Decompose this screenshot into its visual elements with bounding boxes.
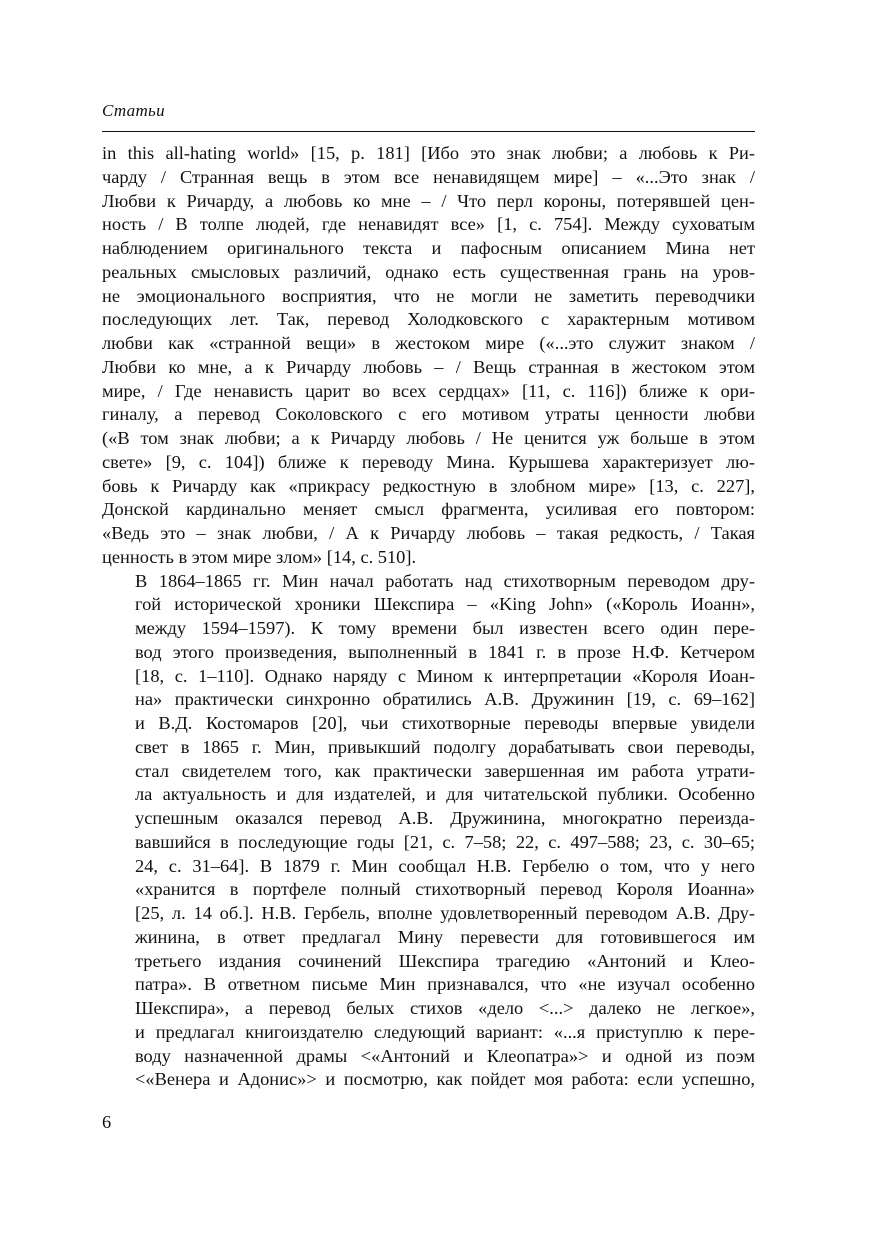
text-line: на» практически синхронно обратились А.В. Дружинин [19, с. 69–162]	[135, 689, 755, 710]
text-line: Шекспира», а перевод белых стихов «дело <...> далеко не легкое»,	[135, 998, 755, 1018]
text-line: между 1594–1597). К тому времени был известен всего один пере-	[135, 618, 755, 638]
running-head: Статьи	[102, 101, 165, 120]
text-line: патра». В ответном письме Мин признавался, что «не изучал особенно	[135, 974, 755, 995]
text-line: in this all-hating world» [15, p. 181] [Ибо это знак любви; а любовь к Ри-	[102, 143, 755, 163]
text-line: бовь к Ричарду как «прикрасу редкостную в злобном мире» [13, с. 227],	[102, 475, 755, 496]
text-line: гиналу, а перевод Соколовского с его мотивом утраты ценности любви	[102, 404, 755, 425]
header-rule	[102, 131, 755, 132]
text-line: Донской кардинально меняет смысл фрагмента, усиливая его повтором:	[102, 499, 755, 520]
text-line: и предлагал книгоиздателю следующий вариант: «...я приступлю к пере-	[135, 1021, 755, 1042]
article-body	[102, 142, 755, 1092]
text-line: чарду / Странная вещь в этом все ненавидящем мире] – «...Это знак /	[102, 166, 755, 187]
text-line: гой исторической хроники Шекспира – «King John» («Король Иоанн»,	[135, 594, 755, 615]
text-line: («В том знак любви; а к Ричарду любовь / Не ценится уж больше в этом	[102, 428, 755, 448]
text-line: В 1864–1865 гг. Мин начал работать над стихотворным переводом дру-	[135, 570, 755, 591]
text-line: Любви ко мне, а к Ричарду любовь – / Вещь странная в жестоком этом	[102, 356, 755, 377]
paragraph-1	[102, 142, 755, 570]
text-line: [18, с. 1–110]. Однако наряду с Мином к интерпретации «Короля Иоан-	[135, 665, 755, 686]
text-line: стал свидетелем того, как практически завершенная им работа утрати-	[135, 760, 755, 781]
text-line: <«Венера и Адонис»> и посмотрю, как пойдет моя работа: если успешно,	[135, 1069, 755, 1090]
text-line: воду назначенной драмы <«Антоний и Клеопатра»> и одной из поэм	[135, 1045, 755, 1066]
text-line: вавшийся в последующие годы [21, с. 7–58; 22, с. 497–588; 23, с. 30–65;	[135, 831, 755, 852]
text-line: «хранится в портфеле полный стихотворный перевод Короля Иоанна»	[135, 879, 755, 900]
text-line: ла актуальность и для издателей, и для читательской публики. Особенно	[135, 784, 755, 805]
text-line: вод этого произведения, выполненный в 1841 г. в прозе Н.Ф. Кетчером	[135, 641, 755, 662]
text-line: свет в 1865 г. Мин, привыкший подолгу дорабатывать свои переводы,	[135, 736, 755, 757]
text-line: мире, / Где ненависть царит во всех сердцах» [11, с. 116]) ближе к ори-	[102, 380, 755, 401]
text-line: третьего издания сочинений Шекспира трагедию «Антоний и Клео-	[135, 950, 755, 971]
text-line: свете» [9, с. 104]) ближе к переводу Мина. Курышева характеризует лю-	[102, 451, 755, 472]
text-line: Любви к Ричарду, а любовь ко мне – / Что перл короны, потерявшей цен-	[102, 190, 755, 211]
text-line: и В.Д. Костомаров [20], чьи стихотворные переводы впервые увидели	[135, 713, 755, 733]
text-line: успешным оказался перевод А.В. Дружинина, многократно переизда-	[135, 808, 755, 828]
text-line: не эмоционального восприятия, что не могли не заметить переводчики	[102, 285, 755, 306]
text-line: жинина, в ответ предлагал Мину перевести для готовившегося им	[135, 926, 755, 947]
text-line: последующих лет. Так, перевод Холодковского с характерным мотивом	[102, 309, 755, 330]
page-number: 6	[102, 1112, 112, 1132]
text-line: наблюдением оригинального текста и пафосным описанием Мина нет	[102, 238, 755, 258]
text-line: ценность в этом мире злом» [14, с. 510].	[102, 546, 417, 567]
text-line: ность / В толпе людей, где ненавидят все» [1, с. 754]. Между суховатым	[102, 214, 755, 235]
text-line: реальных смысловых различий, однако есть существенная грань на уров-	[102, 261, 755, 282]
text-line: «Ведь это – знак любви, / А к Ричарду любовь – такая редкость, / Такая	[102, 523, 755, 543]
paragraph-2	[102, 570, 755, 1093]
text-line: любви как «странной вещи» в жестоком мире («...это служит знаком /	[102, 333, 755, 353]
text-line: [25, л. 14 об.]. Н.В. Гербель, вполне удовлетворенный переводом А.В. Дру-	[135, 903, 755, 923]
text-line: 24, с. 31–64]. В 1879 г. Мин сообщал Н.В. Гербелю о том, что у него	[135, 855, 755, 876]
